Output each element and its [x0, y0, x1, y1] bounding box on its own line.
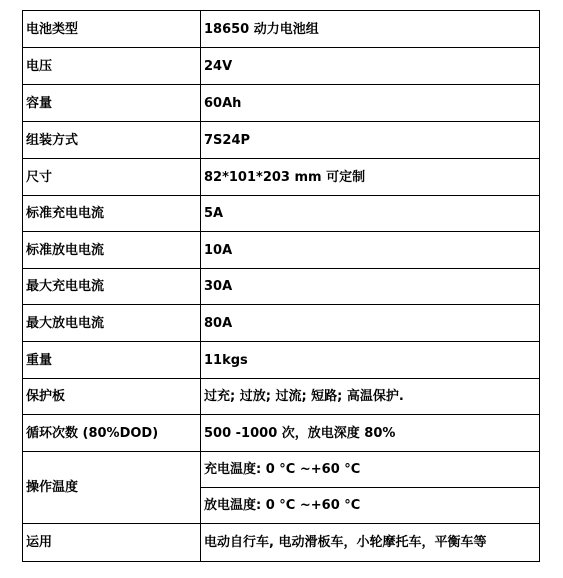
table-row: [23, 452, 540, 488]
table-row: [23, 305, 540, 342]
spec-label-operating-temperature: 操作温度: [23, 452, 201, 524]
table-row: [23, 524, 540, 562]
spec-value-configuration: 7S24P: [201, 122, 540, 159]
table-row: [23, 159, 540, 196]
table-row: [23, 85, 540, 122]
spec-label-weight: 重量: [23, 342, 201, 379]
table-row: [23, 415, 540, 452]
spec-value-protection-board: 过充; 过放; 过流; 短路; 高温保护.: [201, 379, 540, 415]
spec-label-battery-type: 电池类型: [23, 11, 201, 48]
table-row: [23, 379, 540, 415]
spec-value-weight: 11kgs: [201, 342, 540, 379]
battery-spec-table: [22, 10, 540, 562]
spec-value-capacity: 60Ah: [201, 85, 540, 122]
spec-value-standard-discharge-current: 10A: [201, 232, 540, 269]
spec-label-standard-discharge-current: 标准放电电流: [23, 232, 201, 269]
spec-label-voltage: 电压: [23, 48, 201, 85]
spec-value-battery-type: 18650 动力电池组: [201, 11, 540, 48]
table-row: [23, 269, 540, 305]
spec-value-usage: 电动自行车, 电动滑板车，小轮摩托车，平衡车等: [201, 524, 540, 562]
spec-value-standard-charge-current: 5A: [201, 196, 540, 232]
table-row: [23, 232, 540, 269]
spec-label-protection-board: 保护板: [23, 379, 201, 415]
table-row: [23, 122, 540, 159]
spec-label-size: 尺寸: [23, 159, 201, 196]
spec-value-max-discharge-current: 80A: [201, 305, 540, 342]
spec-label-standard-charge-current: 标准充电电流: [23, 196, 201, 232]
table-row: [23, 342, 540, 379]
spec-label-configuration: 组装方式: [23, 122, 201, 159]
spec-value-charge-temperature: 充电温度: 0 °C ~+60 °C: [201, 452, 540, 488]
spec-value-discharge-temperature: 放电温度: 0 °C ~+60 °C: [201, 488, 540, 524]
spec-value-max-charge-current: 30A: [201, 269, 540, 305]
spec-label-max-charge-current: 最大充电电流: [23, 269, 201, 305]
spec-value-cycle-life: 500 -1000 次，放电深度 80%: [201, 415, 540, 452]
table-row: [23, 48, 540, 85]
spec-label-max-discharge-current: 最大放电电流: [23, 305, 201, 342]
spec-label-capacity: 容量: [23, 85, 201, 122]
spec-label-cycle-life: 循环次数 (80%DOD): [23, 415, 201, 452]
spec-value-voltage: 24V: [201, 48, 540, 85]
spec-label-usage: 运用: [23, 524, 201, 562]
spec-value-size: 82*101*203 mm 可定制: [201, 159, 540, 196]
table-row: [23, 196, 540, 232]
table-row: [23, 11, 540, 48]
